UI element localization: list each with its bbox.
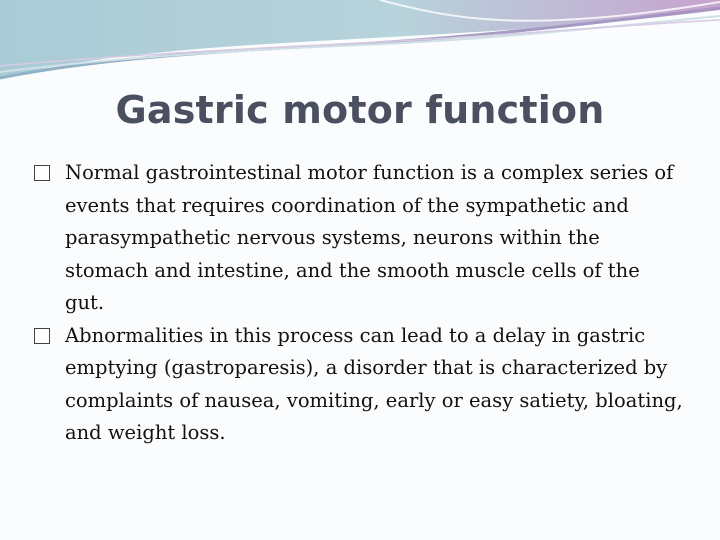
- bullet-list: [34, 157, 684, 450]
- bullet-text: Normal gastrointestinal motor function is a complex series of events that requires coordination of the sympathetic and parasympathetic nervous systems, neurons within the stomach and intestine, and the smooth muscle cells of the gut.: [65, 161, 674, 314]
- square-bullet-icon: [34, 328, 50, 344]
- bullet-item: [34, 157, 684, 320]
- header-swoosh-decoration: [0, 0, 720, 90]
- square-bullet-icon: [34, 165, 50, 181]
- bullet-text: Abnormalities in this process can lead to a delay in gastric emptying (gastroparesis), a disorder that is characterized by complaints of nausea, vomiting, early or easy satiety, bloating, and weight loss.: [65, 323, 683, 444]
- slide-title: Gastric motor function: [115, 88, 605, 132]
- bullet-item: [34, 320, 684, 450]
